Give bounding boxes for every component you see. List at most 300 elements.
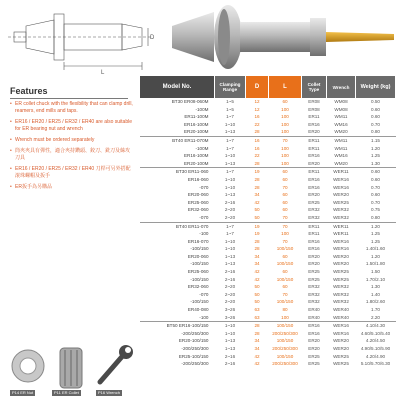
table-header-row bbox=[140, 76, 396, 98]
cell-weight: 1.80/2.60 bbox=[365, 299, 386, 305]
cell-wrench: WER32 bbox=[333, 291, 349, 297]
cell-collet: ER16 bbox=[308, 330, 320, 336]
cell-wrench: WER16 bbox=[327, 322, 356, 330]
cell-l: 100 bbox=[281, 231, 289, 237]
cell-model: ER25-060 bbox=[187, 199, 209, 205]
table-row bbox=[140, 121, 396, 129]
cell-weight: 1.70/2.10 bbox=[365, 276, 386, 282]
cell-range: 2~16 bbox=[224, 353, 236, 359]
cell-collet: ER32 bbox=[308, 299, 320, 305]
cell-d: 34 bbox=[254, 261, 260, 267]
cell-collet: ER16 bbox=[308, 121, 320, 127]
cell-range: 1~7 bbox=[226, 231, 234, 237]
cell-collet: ER11 bbox=[308, 114, 320, 120]
er-collet-image bbox=[60, 348, 82, 388]
cell-model: -100M bbox=[195, 145, 209, 151]
table-row bbox=[140, 191, 396, 199]
cell-d: 12 bbox=[254, 106, 260, 112]
cell-range: 3~26 bbox=[224, 307, 236, 313]
cell-l: 100/150 bbox=[276, 299, 294, 305]
cell-range: 2~16 bbox=[224, 361, 236, 367]
table-row bbox=[140, 353, 396, 361]
cell-d: 42 bbox=[254, 276, 260, 282]
table-row bbox=[140, 298, 396, 306]
cell-model: BT40 ER11-070 bbox=[140, 222, 215, 230]
cell-wrench: WER25 bbox=[333, 199, 349, 205]
cell-model: ER25-060 bbox=[187, 269, 209, 275]
cell-range: 2~16 bbox=[224, 269, 236, 275]
cell-model: -100M bbox=[195, 106, 209, 112]
cell-l: 60 bbox=[282, 207, 288, 213]
cell-d: 50 bbox=[254, 299, 260, 305]
cell-weight: 1.15 bbox=[356, 136, 396, 144]
cell-weight: 5.10/5.70/6.30 bbox=[360, 361, 391, 367]
cell-weight: 1.20 bbox=[371, 145, 380, 151]
cell-d: 28 bbox=[246, 322, 269, 330]
table-row bbox=[140, 283, 396, 291]
cell-weight: 1.25 bbox=[371, 231, 380, 237]
cell-l: 70 bbox=[269, 136, 302, 144]
cell-l: 100 bbox=[281, 121, 289, 127]
cell-l: 100 bbox=[281, 129, 289, 135]
wrench-image bbox=[100, 345, 133, 382]
cell-collet: ER25 bbox=[308, 353, 320, 359]
cell-weight: 1.30 bbox=[371, 160, 380, 166]
cell-l: 70 bbox=[282, 214, 288, 220]
accessory-label-collet: P11 ER Collet bbox=[54, 390, 79, 395]
cell-weight: 0.80 bbox=[371, 129, 380, 135]
cell-weight: 0.80 bbox=[371, 214, 380, 220]
cell-weight: 1.20 bbox=[356, 222, 396, 230]
spec-table bbox=[140, 76, 396, 368]
table-row bbox=[140, 230, 396, 238]
cell-range: 1~13 bbox=[224, 253, 236, 259]
cell-collet: ER25 bbox=[308, 199, 320, 205]
cell-weight: 4.20/4.90 bbox=[365, 353, 386, 359]
cell-wrench: WER16 bbox=[333, 246, 349, 252]
cell-collet: ER20 bbox=[308, 160, 320, 166]
cell-d: 19 bbox=[246, 168, 269, 176]
cell-model: -070 bbox=[199, 291, 209, 297]
cell-wrench: WM11 bbox=[334, 114, 348, 120]
cell-d: 12 bbox=[254, 99, 260, 104]
cell-model: BT30 ER08-060M bbox=[171, 99, 209, 104]
cell-model: BT40 ER11-070M bbox=[140, 136, 215, 144]
cell-range: 2~20 bbox=[224, 207, 236, 213]
cell-wrench: WM11 bbox=[334, 145, 348, 151]
feature-item: • 筒夾夾具有彈性，適合夾持鑽頭、鉸刀、銑刀及絲攻刀具 bbox=[10, 148, 134, 162]
cell-model: -200/250/300 bbox=[181, 346, 209, 351]
table-row bbox=[140, 199, 396, 207]
cell-range: 2~16 bbox=[224, 199, 236, 205]
cell-wrench: WER20 bbox=[333, 192, 349, 198]
cell-collet: ER11 bbox=[308, 145, 320, 151]
cell-weight: 1.25 bbox=[371, 153, 380, 159]
technical-drawing bbox=[6, 6, 156, 76]
cell-weight: 4.90/5.10/5.90 bbox=[360, 346, 391, 351]
cell-d: 34 bbox=[254, 346, 260, 351]
cell-model: ER16-100M bbox=[183, 153, 209, 159]
cell-collet: ER25 bbox=[308, 276, 320, 282]
table-row bbox=[140, 136, 396, 144]
cell-range: 1~10 bbox=[215, 322, 246, 330]
cell-collet: ER16 bbox=[302, 322, 327, 330]
cell-wrench: WER11 bbox=[333, 231, 349, 237]
cell-model: -200/250/300 bbox=[181, 361, 209, 367]
cell-weight: 0.60 bbox=[356, 168, 396, 176]
cell-collet: ER16 bbox=[308, 184, 320, 190]
cell-range: 1~10 bbox=[224, 238, 236, 244]
cell-collet: ER20 bbox=[308, 346, 320, 351]
cell-l: 60 bbox=[282, 192, 288, 198]
cell-collet: ER25 bbox=[308, 361, 320, 367]
cell-range: 2~20 bbox=[224, 299, 236, 305]
cell-range: 1~7 bbox=[215, 136, 246, 144]
cell-l: 70 bbox=[282, 184, 288, 190]
cell-l: 100 bbox=[281, 106, 289, 112]
cell-collet: ER16 bbox=[308, 246, 320, 252]
cell-weight: 4.10/4.30 bbox=[356, 322, 396, 330]
cell-d: 34 bbox=[254, 253, 260, 259]
cell-l: 100/150 bbox=[276, 353, 294, 359]
feature-item: • ER16 / ER20 / ER25 / ER32 / ER40 are also suitable for ER bearing nut and wrench bbox=[10, 119, 134, 133]
header-wrench: Wrench bbox=[327, 76, 356, 98]
cell-wrench: WER32 bbox=[333, 299, 349, 305]
cell-weight: 0.50 bbox=[371, 99, 380, 104]
cell-l: 70 bbox=[282, 238, 288, 244]
cell-collet: ER11 bbox=[308, 231, 320, 237]
cell-d: 28 bbox=[254, 246, 260, 252]
table-row bbox=[140, 113, 396, 121]
cell-collet: ER16 bbox=[308, 176, 320, 182]
cell-collet: ER11 bbox=[302, 136, 327, 144]
cell-d: 50 bbox=[254, 207, 260, 213]
cell-l: 200/250/300 bbox=[272, 361, 298, 367]
cell-range: 2~20 bbox=[224, 291, 236, 297]
cell-d: 63 bbox=[254, 307, 260, 313]
cell-weight: 4.20/4.50 bbox=[365, 338, 386, 344]
header-clamping-range: Clamping Range bbox=[215, 76, 246, 98]
cell-d: 50 bbox=[254, 291, 260, 297]
table-row bbox=[140, 330, 396, 338]
table-row bbox=[140, 360, 396, 368]
cell-wrench: WER20 bbox=[333, 261, 349, 267]
cell-wrench: WM11 bbox=[327, 136, 356, 144]
cell-d: 28 bbox=[254, 238, 260, 244]
cell-l: 100/150 bbox=[269, 322, 302, 330]
cell-wrench: WER32 bbox=[333, 207, 349, 213]
cell-weight: 0.60 bbox=[371, 106, 380, 112]
cell-model: ER20-060 bbox=[187, 253, 209, 259]
cell-l: 80 bbox=[282, 307, 288, 313]
cell-model: -100 bbox=[199, 231, 209, 237]
cell-range: 3~26 bbox=[224, 314, 236, 320]
cell-range: 1~10 bbox=[224, 184, 236, 190]
table-row bbox=[140, 345, 396, 353]
cell-l: 70 bbox=[282, 291, 288, 297]
cell-range: 1~10 bbox=[224, 176, 236, 182]
cell-collet: ER32 bbox=[308, 207, 320, 213]
table-row bbox=[140, 276, 396, 284]
cell-l: 100 bbox=[281, 114, 289, 120]
table-row bbox=[140, 245, 396, 253]
cell-collet: ER20 bbox=[308, 338, 320, 344]
cell-d: 42 bbox=[254, 353, 260, 359]
cell-weight: 1.25 bbox=[371, 238, 380, 244]
cell-model: -100 bbox=[199, 314, 209, 320]
cell-collet: ER08 bbox=[308, 99, 320, 104]
accessory-label-nut: P14 ER Nut bbox=[12, 390, 34, 395]
cell-range: 1~7 bbox=[226, 145, 234, 151]
cell-model: ER20-100M bbox=[183, 160, 209, 166]
er-nut-image bbox=[12, 350, 44, 382]
cell-model: ER32-060 bbox=[187, 207, 209, 213]
cell-wrench: WER20 bbox=[333, 346, 349, 351]
cell-weight: 1.50/1.80 bbox=[365, 261, 386, 267]
cell-model: ER16-100M bbox=[183, 121, 209, 127]
cell-weight: 0.75 bbox=[371, 207, 380, 213]
cell-wrench: WER25 bbox=[333, 276, 349, 282]
features-list bbox=[10, 101, 134, 195]
cell-wrench: WER40 bbox=[333, 307, 349, 313]
cell-collet: ER32 bbox=[308, 214, 320, 220]
table-body bbox=[140, 98, 396, 368]
cell-model: -200/250/300 bbox=[181, 330, 209, 336]
cell-range: 1~10 bbox=[224, 153, 236, 159]
cell-d: 28 bbox=[254, 160, 260, 166]
cell-range: 1~7 bbox=[215, 222, 246, 230]
cell-d: 22 bbox=[254, 153, 260, 159]
cell-weight: 0.60 bbox=[371, 114, 380, 120]
cell-collet: ER08 bbox=[308, 106, 320, 112]
cell-model: ER25-100/150 bbox=[178, 353, 209, 359]
cell-collet: ER11 bbox=[302, 168, 327, 176]
table-row bbox=[140, 128, 396, 136]
cell-model: -070 bbox=[199, 214, 209, 220]
cell-weight: 0.60 bbox=[371, 192, 380, 198]
table-row bbox=[140, 184, 396, 192]
cell-collet: ER40 bbox=[308, 307, 320, 313]
cell-wrench: WER16 bbox=[333, 176, 349, 182]
cell-model: -100/150 bbox=[190, 246, 209, 252]
cell-model: -100/150 bbox=[190, 276, 209, 282]
cell-l: 70 bbox=[269, 222, 302, 230]
cell-d: 28 bbox=[254, 184, 260, 190]
cell-range: 2~16 bbox=[224, 276, 236, 282]
cell-l: 60 bbox=[282, 176, 288, 182]
features-title: Features bbox=[10, 86, 48, 96]
cell-wrench: WM20 bbox=[334, 129, 348, 135]
cell-weight: 0.70 bbox=[371, 199, 380, 205]
cell-wrench: WER16 bbox=[333, 330, 349, 336]
cell-wrench: WER25 bbox=[333, 361, 349, 367]
cell-model: -100/150 bbox=[190, 299, 209, 305]
cell-range: 1~13 bbox=[224, 346, 236, 351]
cell-collet: ER20 bbox=[308, 129, 320, 135]
cell-l: 60 bbox=[269, 168, 302, 176]
cell-d: 50 bbox=[254, 284, 260, 290]
cell-collet: ER20 bbox=[308, 261, 320, 267]
cell-l: 200/250/300 bbox=[272, 346, 298, 351]
cell-l: 100/150 bbox=[276, 261, 294, 267]
cell-collet: ER32 bbox=[308, 284, 320, 290]
cell-range: 1~10 bbox=[224, 246, 236, 252]
cell-range: 2~20 bbox=[224, 214, 236, 220]
cell-range: 1~13 bbox=[224, 338, 236, 344]
cell-d: 63 bbox=[254, 314, 260, 320]
cell-collet: ER16 bbox=[308, 238, 320, 244]
cell-model: ER16-070 bbox=[187, 238, 209, 244]
feature-item: • ER16 / ER20 / ER25 / ER32 / ER40 刀桿可另外搭配滾珠螺帽及扳手 bbox=[10, 166, 134, 180]
cell-d: 50 bbox=[254, 214, 260, 220]
cell-collet: ER11 bbox=[302, 222, 327, 230]
cell-range: 1~7 bbox=[226, 114, 234, 120]
cell-wrench: WM16 bbox=[334, 153, 348, 159]
cell-d: 22 bbox=[254, 121, 260, 127]
table-row bbox=[140, 214, 396, 222]
feature-item: • ER collet chuck with the flexibility that can clamp drill, reamers, end mills and taps. bbox=[10, 101, 134, 115]
cell-range: 1~13 bbox=[224, 160, 236, 166]
cell-d: 16 bbox=[254, 145, 260, 151]
cell-d: 16 bbox=[254, 114, 260, 120]
cell-collet: ER25 bbox=[308, 269, 320, 275]
feature-item: • ER扳手為另購品 bbox=[10, 184, 134, 191]
header-d: D bbox=[246, 76, 269, 98]
cell-model: ER11-100M bbox=[184, 114, 209, 120]
feature-item: • Wrench must be ordered separately bbox=[10, 137, 134, 144]
cell-wrench: WER25 bbox=[333, 353, 349, 359]
cell-wrench: WER32 bbox=[333, 214, 349, 220]
cell-d: 28 bbox=[254, 330, 260, 336]
cell-l: 100/150 bbox=[276, 276, 294, 282]
cell-range: 1~13 bbox=[224, 261, 236, 267]
table-row bbox=[140, 238, 396, 246]
cell-l: 100 bbox=[281, 153, 289, 159]
cell-wrench: WER40 bbox=[333, 314, 349, 320]
cell-l: 60 bbox=[282, 269, 288, 275]
cell-weight: 0.70 bbox=[371, 184, 380, 190]
cell-model: ER20-060 bbox=[187, 192, 209, 198]
cell-d: 16 bbox=[246, 136, 269, 144]
cell-wrench: WER11 bbox=[327, 168, 356, 176]
cell-model: BT50 ER16-100/150 bbox=[140, 322, 215, 330]
table-row bbox=[140, 314, 396, 322]
table-row bbox=[140, 268, 396, 276]
cell-range: 1~7 bbox=[215, 168, 246, 176]
cell-d: 28 bbox=[254, 129, 260, 135]
table-row bbox=[140, 152, 396, 160]
cell-collet: ER20 bbox=[308, 253, 320, 259]
cell-d: 42 bbox=[254, 361, 260, 367]
cell-collet: ER20 bbox=[308, 192, 320, 198]
cell-d: 19 bbox=[246, 222, 269, 230]
table-row bbox=[140, 168, 396, 176]
cell-range: 2~20 bbox=[224, 284, 236, 290]
accessory-label-wrench: P16 Wrench bbox=[98, 390, 120, 395]
table-row bbox=[140, 322, 396, 330]
cell-l: 200/250/300 bbox=[272, 330, 298, 336]
cell-l: 100/150 bbox=[276, 246, 294, 252]
cell-range: 1~10 bbox=[224, 330, 236, 336]
cell-model: ER16-060 bbox=[187, 176, 209, 182]
cell-l: 100 bbox=[281, 145, 289, 151]
cell-weight: 1.50 bbox=[371, 269, 380, 275]
cell-model: BT30 ER11-060 bbox=[140, 168, 215, 176]
cell-model: ER32-060 bbox=[187, 284, 209, 290]
cell-wrench: WM08 bbox=[334, 99, 348, 104]
cell-weight: 2.20 bbox=[371, 314, 380, 320]
cell-d: 34 bbox=[254, 192, 260, 198]
product-photo bbox=[162, 2, 400, 72]
table-row bbox=[140, 291, 396, 299]
header-model: Model No. bbox=[140, 76, 215, 98]
table-row bbox=[140, 98, 396, 106]
cell-wrench: WER16 bbox=[333, 238, 349, 244]
cell-wrench: WER11 bbox=[327, 222, 356, 230]
cell-model: ER20-100M bbox=[183, 129, 209, 135]
cell-weight: 0.60 bbox=[371, 176, 380, 182]
cell-l: 100/150 bbox=[276, 338, 294, 344]
cell-range: 1~13 bbox=[224, 129, 236, 135]
cell-model: -070 bbox=[199, 184, 209, 190]
cell-weight: 1.70 bbox=[371, 307, 380, 313]
cell-weight: 1.40/1.60 bbox=[365, 246, 386, 252]
cell-l: 100 bbox=[281, 160, 289, 166]
dimension-l-label: L bbox=[101, 70, 105, 76]
cell-d: 42 bbox=[254, 269, 260, 275]
cell-wrench: WER20 bbox=[333, 253, 349, 259]
cell-range: 1~13 bbox=[224, 192, 236, 198]
table-row bbox=[140, 160, 396, 168]
cell-range: 1~5 bbox=[226, 106, 234, 112]
header-l: L bbox=[269, 76, 302, 98]
cell-collet: ER40 bbox=[308, 314, 320, 320]
table-row bbox=[140, 306, 396, 314]
cell-model: ER20-100/150 bbox=[178, 338, 209, 344]
table-row bbox=[140, 176, 396, 184]
dimension-d-label: D bbox=[150, 35, 155, 41]
cell-d: 42 bbox=[254, 199, 260, 205]
cell-weight: 1.20 bbox=[371, 253, 380, 259]
cell-weight: 4.60/5.10/5.40 bbox=[360, 330, 391, 336]
cell-l: 100 bbox=[281, 314, 289, 320]
table-row bbox=[140, 206, 396, 214]
table-row bbox=[140, 260, 396, 268]
cell-collet: ER32 bbox=[308, 291, 320, 297]
table-row bbox=[140, 145, 396, 153]
cell-wrench: WER16 bbox=[333, 184, 349, 190]
cell-model: -100/150 bbox=[190, 261, 209, 267]
cell-collet: ER16 bbox=[308, 153, 320, 159]
cell-weight: 1.40 bbox=[371, 291, 380, 297]
cell-d: 34 bbox=[254, 338, 260, 344]
cell-wrench: WER32 bbox=[333, 284, 349, 290]
table-row bbox=[140, 337, 396, 345]
cell-l: 60 bbox=[282, 99, 288, 104]
table-row bbox=[140, 106, 396, 114]
cell-l: 60 bbox=[282, 284, 288, 290]
cell-range: 1~5 bbox=[226, 99, 234, 104]
cell-d: 28 bbox=[254, 176, 260, 182]
features-divider bbox=[10, 98, 128, 99]
table-row bbox=[140, 253, 396, 261]
cell-wrench: WM08 bbox=[334, 106, 348, 112]
cell-weight: 0.70 bbox=[371, 121, 380, 127]
cell-weight: 1.30 bbox=[371, 284, 380, 290]
header-weight: Weight (kg) bbox=[356, 76, 396, 98]
cell-wrench: WM16 bbox=[334, 121, 348, 127]
cell-l: 60 bbox=[282, 253, 288, 259]
